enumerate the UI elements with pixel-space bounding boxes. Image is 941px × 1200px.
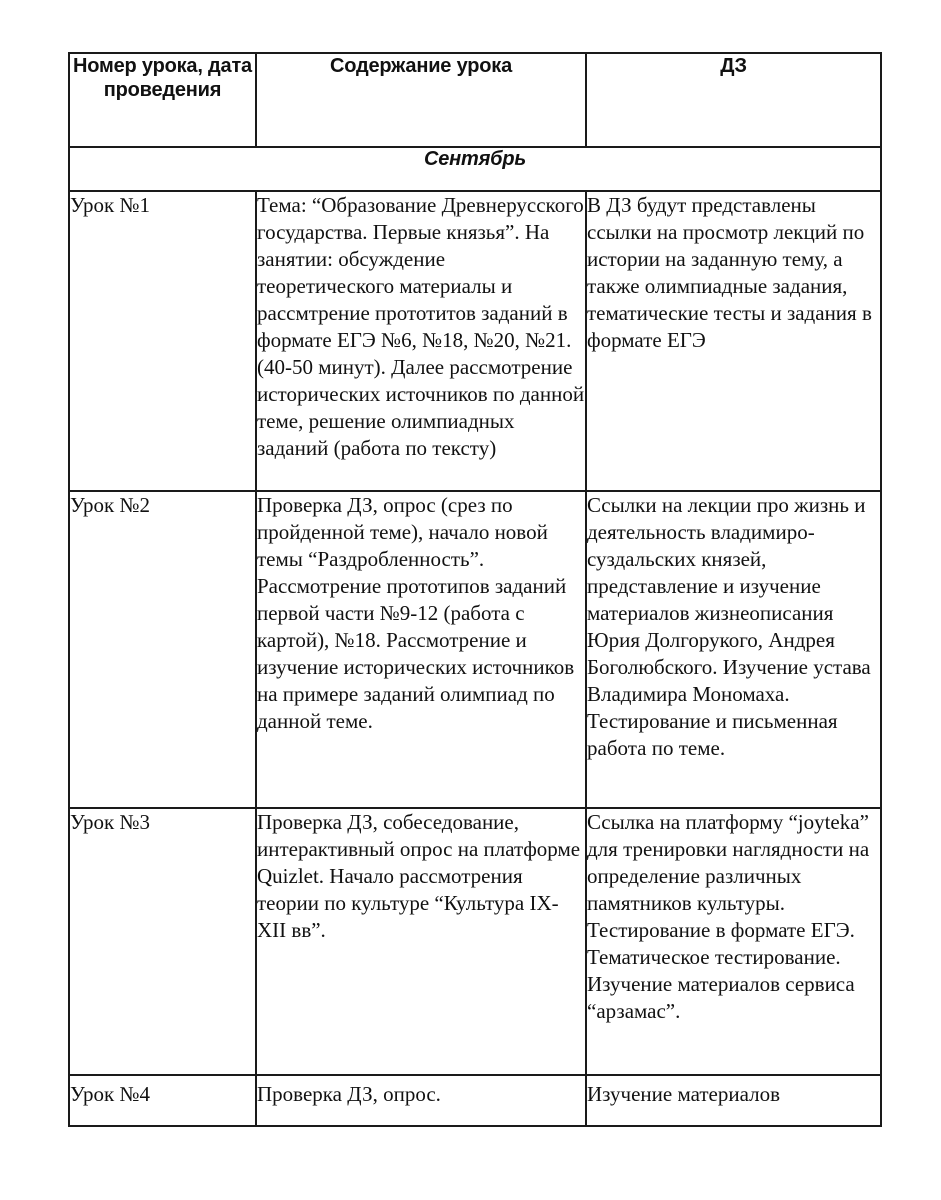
homework-cell: Ссылки на лекции про жизнь и деятельность владимиро-суздальских князей, представление и изучение материалов жизнеописания Юрия Долгорукого, Андрея Боголюбского. Изучение устава Владимира Мономаха. Тестирование и письменная работа по теме. <box>586 491 881 808</box>
table-row <box>69 191 881 491</box>
lesson-plan-table <box>68 52 882 1127</box>
month-banner-september: Сентябрь <box>69 147 881 191</box>
table-header-row <box>69 53 881 147</box>
column-header-lesson-number: Номер урока, дата проведения <box>69 53 256 147</box>
homework-cell: Ссылка на платформу “joyteka” для тренировки наглядности на определение различных памятников культуры. Тестирование в формате ЕГЭ. Тематическое тестирование. Изучение материалов сервиса “арзамас”. <box>586 808 881 1075</box>
lesson-plan-table-container <box>68 52 880 1127</box>
lesson-content-cell: Проверка ДЗ, опрос. <box>256 1075 586 1126</box>
lesson-content-cell: Проверка ДЗ, опрос (срез по пройденной теме), начало новой темы “Раздробленность”. Рассмотрение прототипов заданий первой части №9-12 (работа с картой), №18. Рассмотрение и изучение исторических источников на примере заданий олимпиад по данной теме. <box>256 491 586 808</box>
lesson-content-cell: Проверка ДЗ, собеседование, интерактивный опрос на платформе Quizlet. Начало рассмотрения теории по культуре “Культура IX-XII вв”. <box>256 808 586 1075</box>
lesson-number-cell: Урок №3 <box>69 808 256 1075</box>
homework-cell: Изучение материалов <box>586 1075 881 1126</box>
lesson-number-cell: Урок №2 <box>69 491 256 808</box>
column-header-lesson-content: Содержание урока <box>256 53 586 147</box>
table-row <box>69 808 881 1075</box>
table-row <box>69 1075 881 1126</box>
lesson-content-cell: Тема: “Образование Древнерусского государства. Первые князья”. На занятии: обсуждение теоретического материалы и рассмтрение прототитов заданий в формате ЕГЭ №6, №18, №20, №21. (40-50 минут). Далее рассмотрение исторических источников по данной теме, решение олимпиадных заданий (работа по тексту) <box>256 191 586 491</box>
lesson-number-cell: Урок №1 <box>69 191 256 491</box>
month-banner-row <box>69 147 881 191</box>
homework-cell: В ДЗ будут представлены ссылки на просмотр лекций по истории на заданную тему, а также олимпиадные задания, тематические тесты и задания в формате ЕГЭ <box>586 191 881 491</box>
lesson-number-cell: Урок №4 <box>69 1075 256 1126</box>
table-row <box>69 491 881 808</box>
column-header-homework: ДЗ <box>586 53 881 147</box>
